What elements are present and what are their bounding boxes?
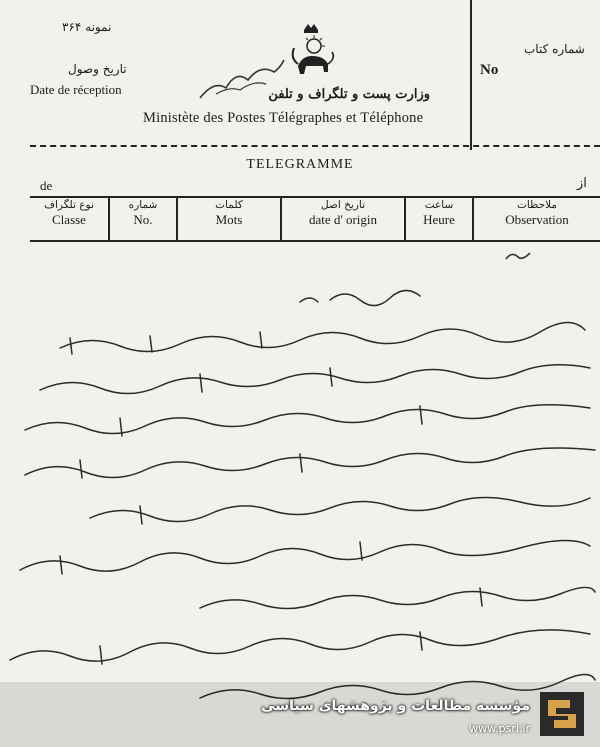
book-number-label-fa: شماره کتاب [524,42,585,56]
reception-date-label-fr: Date de réception [30,82,122,97]
column-classe: نوع تلگراف Classe [44,199,94,227]
column-words: کلمات Mots [215,199,243,227]
observation-handwritten-mark [500,245,540,267]
handwritten-message-body [0,270,600,710]
form-number: نمونه ۳۶۴ [62,20,112,34]
number-label: No [480,62,499,78]
column-number: شماره No. [128,199,158,227]
reception-date-label-fa: تاریخ وصول [68,62,127,76]
institute-watermark: مؤسسه مطالعات و پژوهشهای سیاسی [261,698,530,714]
column-hour: ساعت Heure [423,199,455,227]
ministry-name-fr: Ministète des Postes Télégraphes et Téléphone [143,110,424,126]
lion-and-sun-emblem-icon [284,22,338,84]
dashed-separator [30,145,600,147]
institute-url: www.psri.ir [469,722,530,735]
ministry-name-fa: وزارت پست و تلگراف و تلفن [268,87,430,102]
from-label-fa: از [577,176,587,191]
column-origin-date: تاریخ اصل date d' origin [308,199,378,227]
column-observation: ملاحظات Observation [505,199,569,227]
institute-logo-icon [540,692,584,736]
telegram-header-table [30,197,600,242]
header-divider [470,0,472,150]
telegram-title: TELEGRAMME [246,157,354,172]
watermark-band [0,682,600,747]
from-label-fr: de [40,178,53,193]
